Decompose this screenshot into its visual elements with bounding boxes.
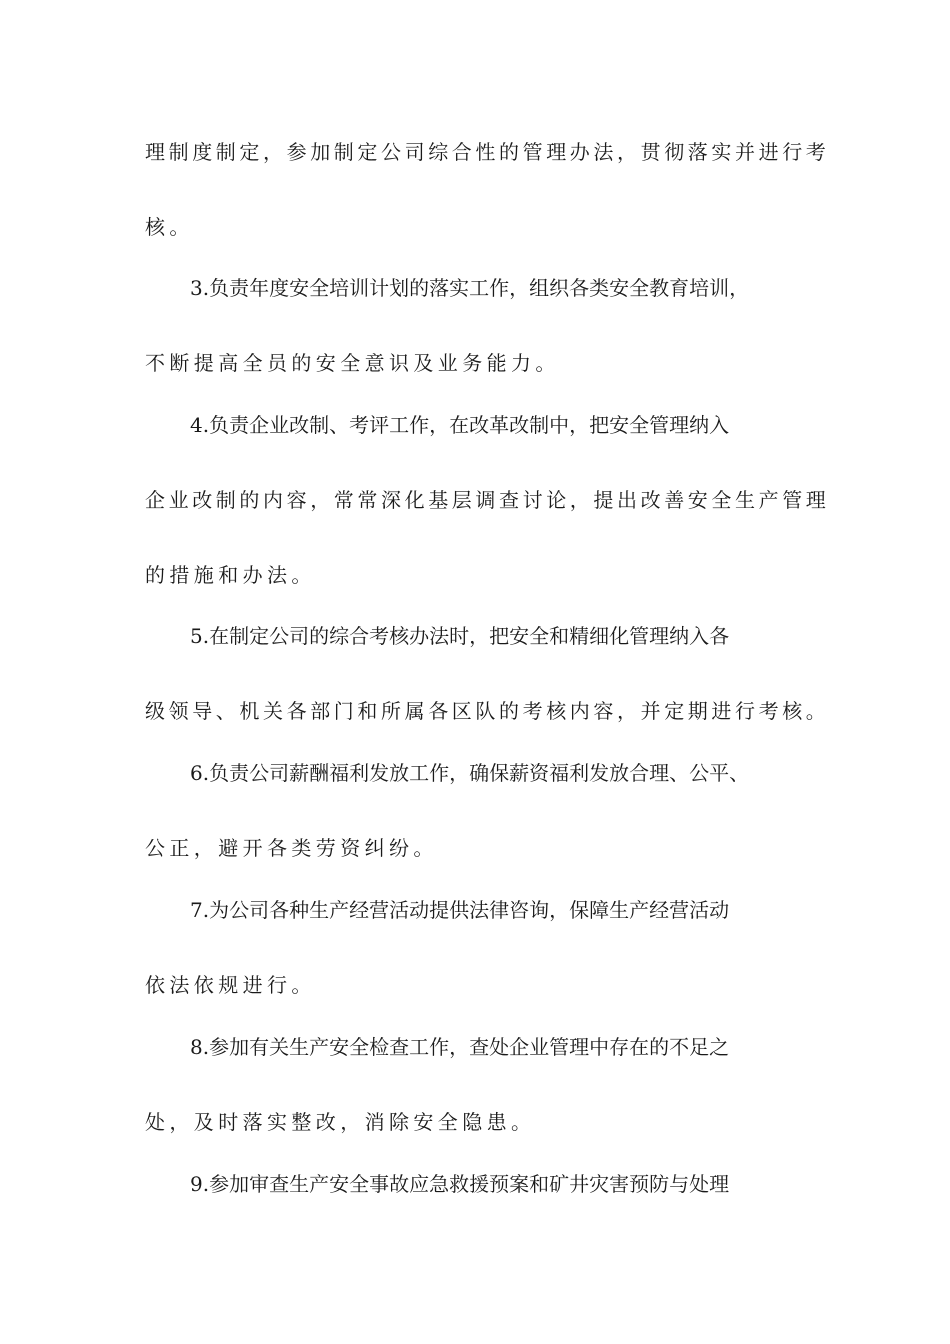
text-line: 级领导、机关各部门和所属各区队的考核内容，并定期进行考核。 bbox=[145, 699, 830, 723]
list-item-8: 8.参加有关生产安全检查工作，查处企业管理中存在的不足之 bbox=[190, 1035, 730, 1059]
list-item-3: 3.负责年度安全培训计划的落实工作，组织各类安全教育培训， bbox=[190, 276, 750, 300]
text-line: 的措施和办法。 bbox=[145, 563, 316, 587]
list-item-7: 7.为公司各种生产经营活动提供法律咨询，保障生产经营活动 bbox=[190, 898, 730, 922]
list-item-4: 4.负责企业改制、考评工作，在改革改制中，把安全管理纳入 bbox=[190, 413, 730, 437]
text-line: 处，及时落实整改，消除安全隐患。 bbox=[145, 1110, 536, 1134]
list-item-6: 6.负责公司薪酬福利发放工作，确保薪资福利发放合理、公平、 bbox=[190, 761, 750, 785]
list-item-5: 5.在制定公司的综合考核办法时，把安全和精细化管理纳入各 bbox=[190, 624, 730, 648]
text-line: 企业改制的内容，常常深化基层调查讨论，提出改善安全生产管理 bbox=[145, 488, 830, 512]
text-line: 理制度制定，参加制定公司综合性的管理办法，贯彻落实并进行考 bbox=[145, 140, 830, 164]
text-line: 核。 bbox=[145, 215, 194, 239]
text-line: 公正，避开各类劳资纠纷。 bbox=[145, 836, 438, 860]
list-item-9: 9.参加审查生产安全事故应急救援预案和矿井灾害预防与处理 bbox=[190, 1172, 730, 1196]
text-line: 不断提高全员的安全意识及业务能力。 bbox=[145, 351, 560, 375]
text-line: 依法依规进行。 bbox=[145, 973, 316, 997]
